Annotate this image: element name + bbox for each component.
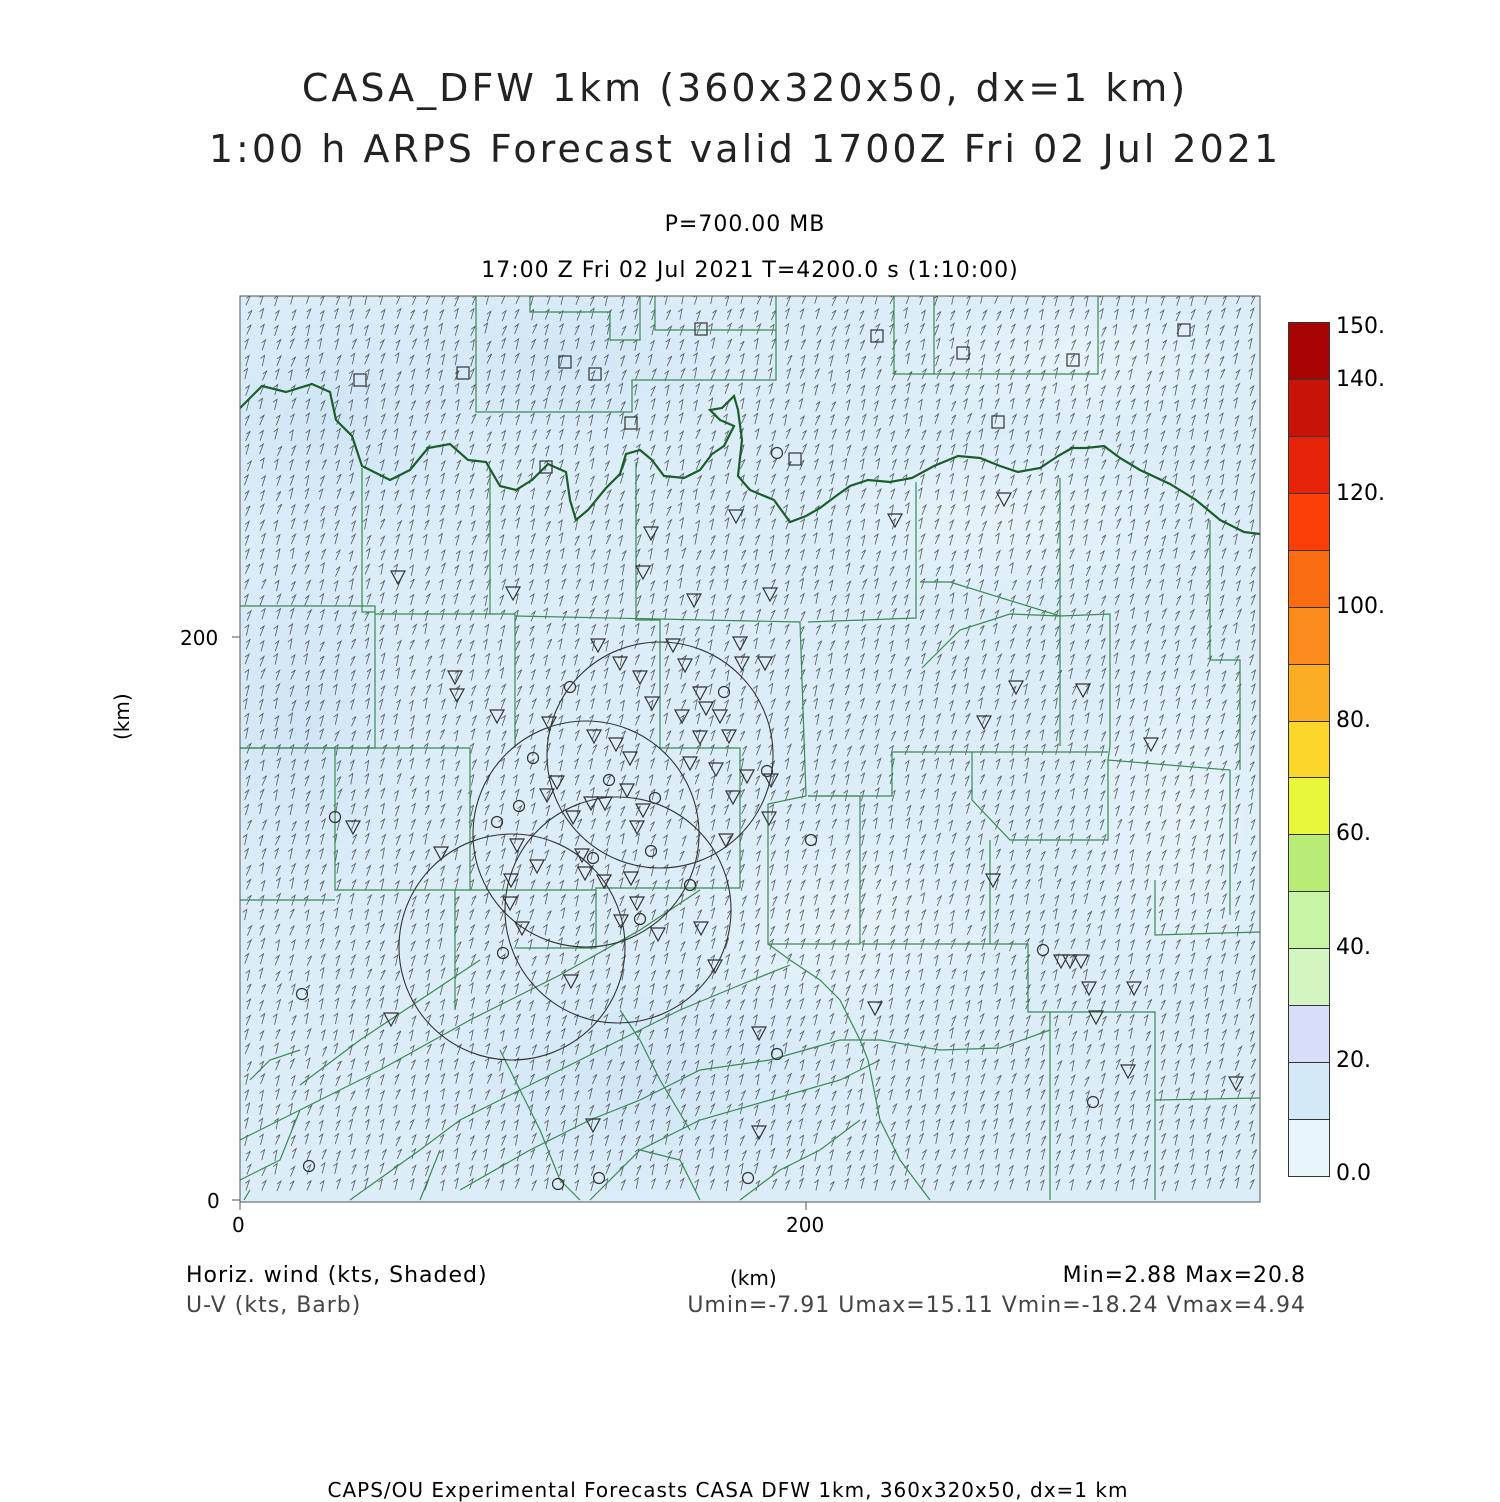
colorbar-swatch [1288,891,1330,949]
colorbar-label: 40. [1336,935,1371,960]
colorbar-label: 0.0 [1336,1161,1371,1186]
colorbar-swatch [1288,664,1330,722]
colorbar-label: 150. [1336,314,1385,339]
colorbar-swatch [1288,1062,1330,1120]
colorbar-label: 120. [1336,481,1385,506]
x-tick-0: 0 [232,1213,245,1237]
colorbar [1288,322,1332,1176]
pressure-level: P=700.00 MB [664,212,826,237]
valid-time: 17:00 Z Fri 02 Jul 2021 T=4200.0 s (1:10:00) [481,258,1019,283]
colorbar-swatch [1288,322,1330,380]
colorbar-swatch [1288,436,1330,494]
min-max-readout: Min=2.88 Max=20.8 [1062,1263,1306,1288]
x-tick-200: 200 [786,1213,825,1237]
y-axis-label: (km) [110,693,134,740]
colorbar-label: 20. [1336,1048,1371,1073]
colorbar-swatch [1288,1119,1330,1177]
field-legend: Horiz. wind (kts, Shaded) [186,1263,488,1288]
colorbar-swatch [1288,834,1330,892]
footer-credit: CAPS/OU Experimental Forecasts CASA DFW 1km, 360x320x50, dx=1 km [327,1478,1129,1502]
title-line-2: 1:00 h ARPS Forecast valid 1700Z Fri 02 Jul 2021 [208,127,1282,171]
y-tick-0: 0 [207,1189,220,1213]
colorbar-label: 100. [1336,594,1385,619]
vector-legend: U-V (kts, Barb) [186,1293,362,1318]
colorbar-label: 80. [1336,708,1371,733]
colorbar-label: 60. [1336,821,1371,846]
uv-stats-readout: Umin=-7.91 Umax=15.11 Vmin=-18.24 Vmax=4.94 [687,1293,1306,1318]
colorbar-swatch [1288,379,1330,437]
colorbar-label: 140. [1336,367,1385,392]
colorbar-swatch [1288,493,1330,551]
colorbar-swatch [1288,721,1330,779]
colorbar-swatch [1288,948,1330,1006]
title-line-1: CASA_DFW 1km (360x320x50, dx=1 km) [301,66,1189,110]
y-tick-200: 200 [180,626,219,650]
colorbar-swatch [1288,1005,1330,1063]
colorbar-swatch [1288,607,1330,665]
colorbar-swatch [1288,777,1330,835]
colorbar-swatch [1288,550,1330,608]
x-axis-label: (km) [730,1266,777,1290]
